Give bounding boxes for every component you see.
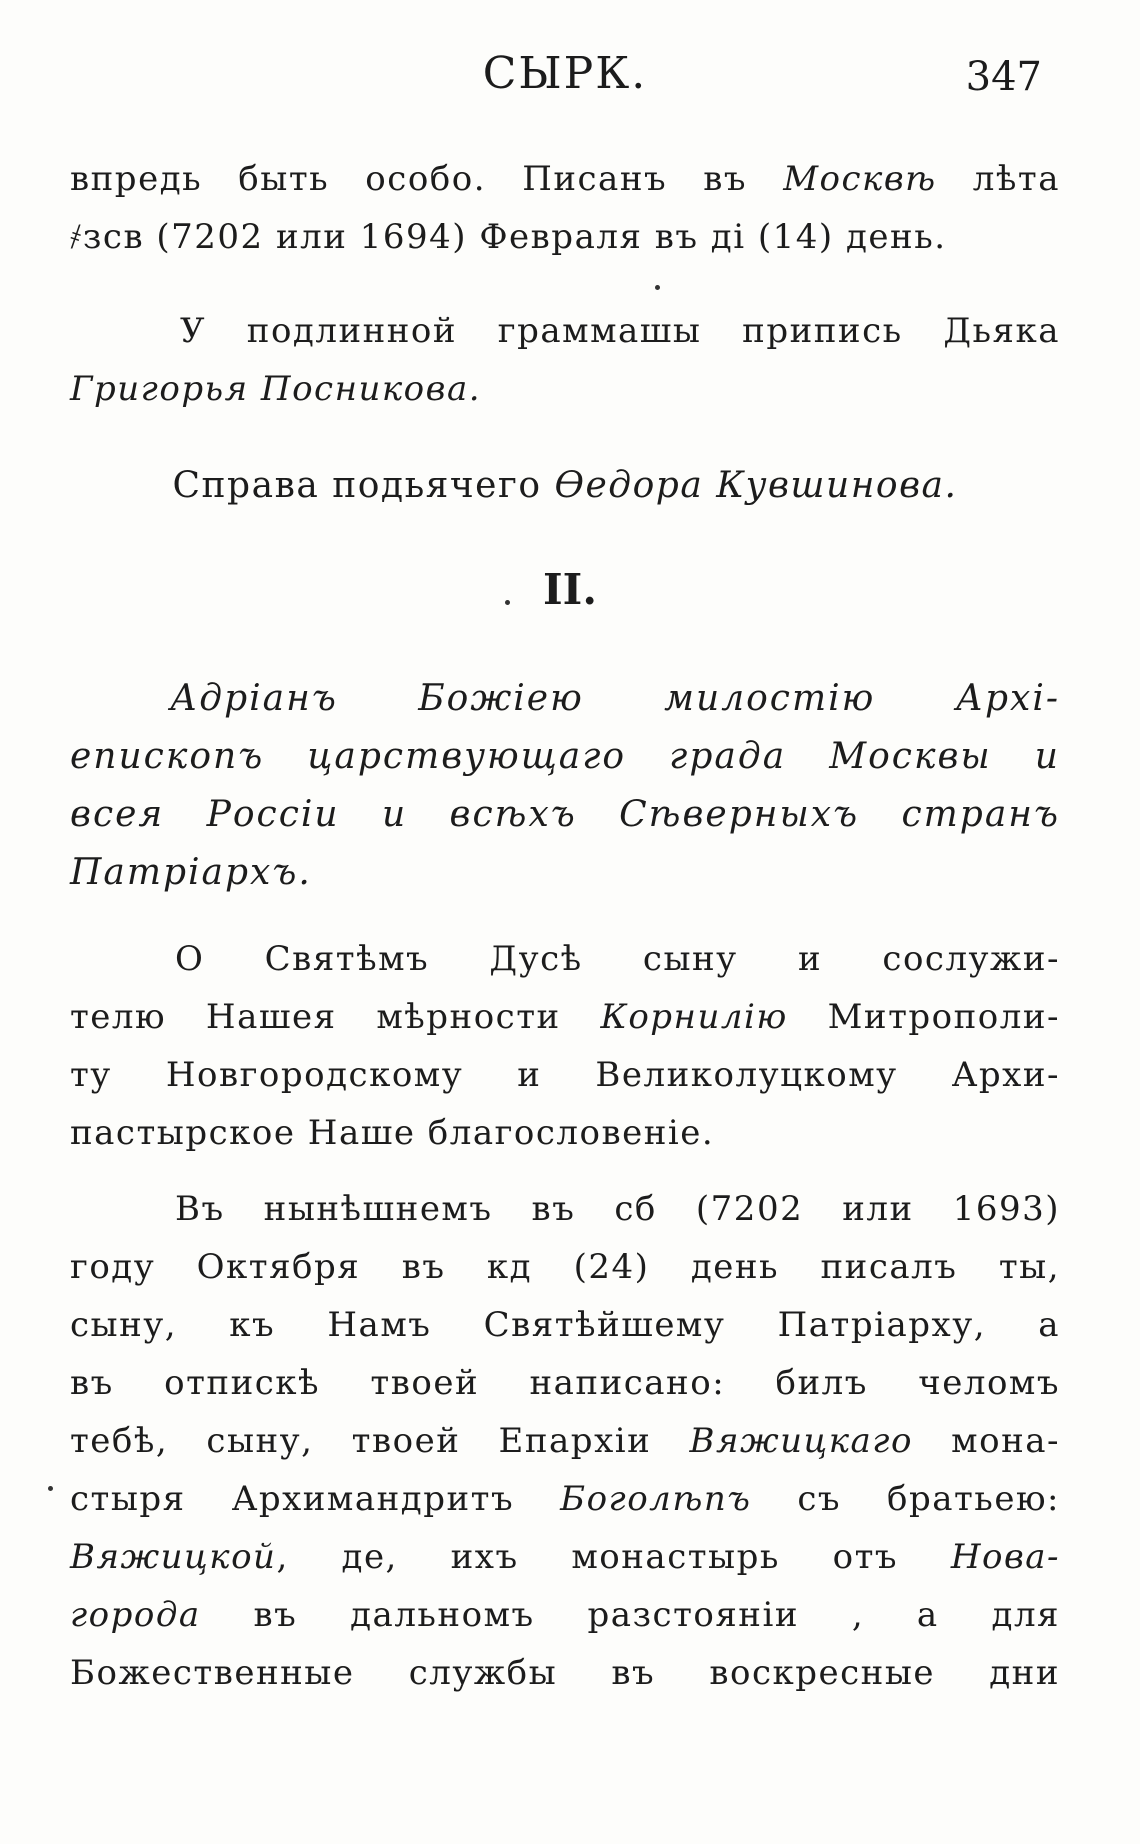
- text-line: Въ нынѣшнемъ въ сб (7202 или 1693): [175, 1189, 1060, 1229]
- text-run: , де, ихъ монастырь отъ: [276, 1537, 951, 1577]
- page-number: 347: [965, 54, 1042, 100]
- italic-person-name: Боголѣпъ: [560, 1479, 752, 1519]
- text-run: стыря Архимандритъ: [70, 1479, 561, 1519]
- text-line: У подлинной граммашы припись Дьяка: [180, 311, 1060, 351]
- text-line: О Святѣмъ Дусѣ сыну и сослужи-: [175, 939, 1060, 979]
- text-run: въ дальномъ разстояніи , а для: [200, 1595, 1060, 1635]
- italic-place-name: Вяжицкаго: [689, 1421, 913, 1461]
- sprava-line: [70, 465, 1060, 506]
- text-line: [70, 1412, 1060, 1470]
- text-run: тебѣ, сыну, твоей Епархіи: [70, 1421, 690, 1461]
- text-line: Адріанъ Божіею милостію Архі-: [170, 678, 1060, 719]
- italic-clerk-name: Ѳедора Кувшинова.: [554, 465, 958, 506]
- text-line: году Октября въ кд (24) день писалъ ты,: [70, 1247, 1060, 1287]
- text-line: всея Россіи и всѣхъ Сѣверныхъ странъ: [70, 794, 1060, 835]
- paragraph-letter: [70, 1180, 1060, 1702]
- paragraph-closing: [70, 150, 1060, 266]
- text-run: телю Нашея мѣрности: [70, 997, 601, 1037]
- text-line: ту Новгородскому и Великолуцкому Архи-: [70, 1055, 1060, 1095]
- document-title: [70, 670, 1060, 902]
- ink-speck: [655, 285, 660, 290]
- text-line: ҂зсв (7202 или 1694) Февраля въ ді (14) день.: [70, 217, 947, 257]
- text-run: впредь быть особо. Писанъ въ: [70, 159, 784, 199]
- text-line: въ отпискѣ твоей написано: билъ челомъ: [70, 1363, 1060, 1403]
- italic-place-name: Вяжицкой: [70, 1537, 277, 1577]
- ink-speck: [48, 1486, 53, 1491]
- text-line: [70, 1470, 1060, 1528]
- text-run: съ братьею:: [751, 1479, 1060, 1519]
- ink-speck: [505, 600, 510, 605]
- section-number: II.: [543, 565, 597, 614]
- text-run: Митрополи-: [787, 997, 1060, 1037]
- text-line: пастырское Наше благословеніе.: [70, 1113, 715, 1153]
- paragraph-greeting: [70, 930, 1060, 1162]
- text-run: лѣта: [936, 159, 1060, 199]
- text-line: [70, 988, 1060, 1046]
- text-run: мона-: [912, 1421, 1060, 1461]
- text-line: Патріархъ.: [70, 852, 312, 893]
- text-line: [70, 1586, 1060, 1644]
- italic-person-name: Корнилію: [600, 997, 788, 1037]
- italic-clerk-name: Григорья Посникова.: [70, 369, 482, 409]
- text-line: [70, 150, 1060, 208]
- text-run: Справа подьячего: [172, 465, 555, 506]
- text-line: сыну, къ Намъ Святѣйшему Патріарху, а: [70, 1305, 1060, 1345]
- text-line: Божественные службы въ воскресные дни: [70, 1653, 1060, 1693]
- text-line: епископъ царствующаго града Москвы и: [70, 736, 1060, 777]
- paragraph-signature-note: [70, 302, 1060, 418]
- text-line: [70, 1528, 1060, 1586]
- italic-place-name: Нова-: [950, 1537, 1060, 1577]
- italic-place-name: Москвѣ: [783, 159, 937, 199]
- running-head: СЫРК.: [482, 48, 648, 99]
- page-header: [70, 40, 1060, 110]
- italic-place-name: города: [70, 1595, 201, 1635]
